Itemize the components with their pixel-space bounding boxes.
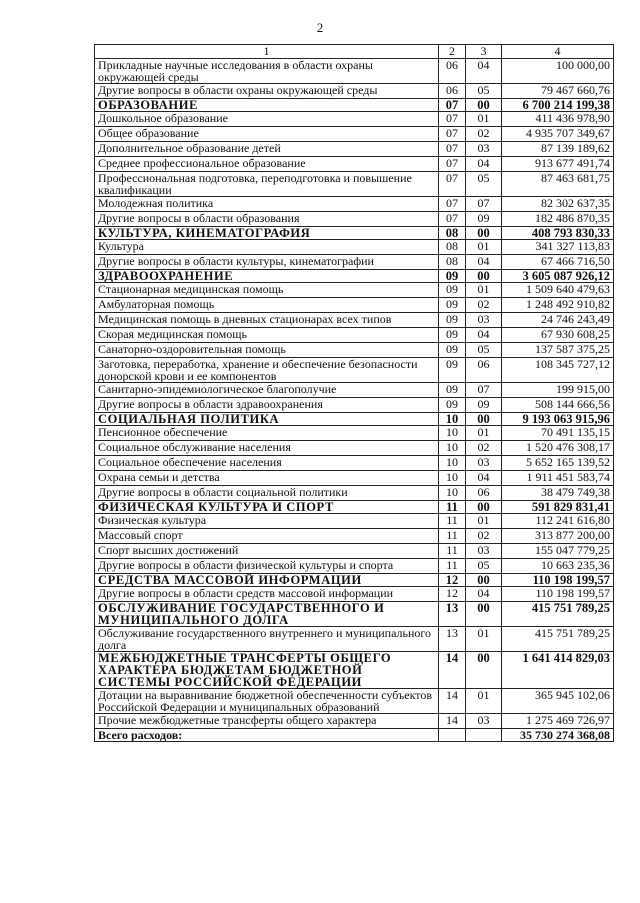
section-row [95,652,614,689]
section-row [95,270,614,283]
row-section-code-cell: 14 [439,689,466,714]
row-section-code-cell: 08 [439,240,466,255]
row-amount-cell: 1 275 469 726,97 [502,714,614,729]
row-section-code-cell: 14 [439,652,466,689]
row-amount-cell: 87 463 681,75 [502,172,614,197]
row-name-cell: Дополнительное образование детей [95,142,439,157]
row-section-code-cell: 09 [439,383,466,398]
table-row [95,456,614,471]
row-section-code-cell: 09 [439,343,466,358]
row-amount-cell: 38 479 749,38 [502,486,614,501]
row-amount-cell: 112 241 616,80 [502,514,614,529]
row-section-code-cell: 07 [439,142,466,157]
row-subsection-code-cell: 03 [466,456,502,471]
row-subsection-code-cell: 01 [466,283,502,298]
row-subsection-code-cell: 00 [466,99,502,112]
table-row [95,84,614,99]
row-subsection-code-cell: 02 [466,441,502,456]
row-name-cell: Другие вопросы в области социальной политики [95,486,439,501]
table-row [95,328,614,343]
row-amount-cell: 411 436 978,90 [502,112,614,127]
row-amount-cell: 155 047 779,25 [502,544,614,559]
row-name-cell: Среднее профессиональное образование [95,157,439,172]
row-name-cell: Другие вопросы в области образования [95,212,439,227]
row-amount-cell: 4 935 707 349,67 [502,127,614,142]
total-empty-cell [439,729,466,742]
row-subsection-code-cell: 06 [466,486,502,501]
row-section-code-cell: 13 [439,602,466,627]
row-subsection-code-cell: 01 [466,514,502,529]
row-section-code-cell: 10 [439,441,466,456]
row-section-code-cell: 10 [439,426,466,441]
table-row [95,627,614,652]
row-name-cell: Социальное обслуживание населения [95,441,439,456]
section-row [95,413,614,426]
row-subsection-code-cell: 03 [466,714,502,729]
row-subsection-code-cell: 04 [466,587,502,602]
row-subsection-code-cell: 07 [466,197,502,212]
row-section-code-cell: 07 [439,99,466,112]
section-row [95,602,614,627]
row-name-cell: Дотации на выравнивание бюджетной обеспеченности субъектов Российской Федерации и муниципальных образований [95,689,439,714]
header-cell-section: 2 [439,45,466,59]
row-amount-cell: 5 652 165 139,52 [502,456,614,471]
row-amount-cell: 1 520 476 308,17 [502,441,614,456]
table-row [95,255,614,270]
row-section-code-cell: 11 [439,514,466,529]
table-row [95,486,614,501]
row-section-code-cell: 06 [439,84,466,99]
row-section-code-cell: 12 [439,574,466,587]
row-name-cell: Другие вопросы в области охраны окружающей среды [95,84,439,99]
row-amount-cell: 591 829 831,41 [502,501,614,514]
row-name-cell: Молодежная политика [95,197,439,212]
row-subsection-code-cell: 03 [466,142,502,157]
table-row [95,172,614,197]
row-amount-cell: 199 915,00 [502,383,614,398]
row-subsection-code-cell: 09 [466,398,502,413]
row-section-code-cell: 07 [439,197,466,212]
row-section-code-cell: 07 [439,127,466,142]
row-subsection-code-cell: 04 [466,255,502,270]
row-amount-cell: 70 491 135,15 [502,426,614,441]
table-row [95,313,614,328]
row-subsection-code-cell: 00 [466,501,502,514]
row-name-cell: Обслуживание государственного внутреннего и муниципального долга [95,627,439,652]
row-subsection-code-cell: 00 [466,227,502,240]
row-subsection-code-cell: 01 [466,426,502,441]
row-section-code-cell: 07 [439,112,466,127]
row-section-code-cell: 13 [439,627,466,652]
row-subsection-code-cell: 01 [466,112,502,127]
row-amount-cell: 341 327 113,83 [502,240,614,255]
row-name-cell: Спорт высших достижений [95,544,439,559]
row-subsection-code-cell: 05 [466,84,502,99]
table-row [95,714,614,729]
row-name-cell: Пенсионное обеспечение [95,426,439,441]
table-row [95,689,614,714]
row-subsection-code-cell: 01 [466,627,502,652]
row-section-code-cell: 07 [439,212,466,227]
row-subsection-code-cell: 00 [466,413,502,426]
row-subsection-code-cell: 09 [466,212,502,227]
row-name-cell: СОЦИАЛЬНАЯ ПОЛИТИКА [95,413,439,426]
row-amount-cell: 24 746 243,49 [502,313,614,328]
header-cell-amount: 4 [502,45,614,59]
row-name-cell: Санитарно-эпидемиологическое благополучие [95,383,439,398]
row-name-cell: Медицинская помощь в дневных стационарах всех типов [95,313,439,328]
section-row [95,501,614,514]
row-section-code-cell: 09 [439,398,466,413]
table-row [95,426,614,441]
row-section-code-cell: 11 [439,529,466,544]
row-name-cell: ФИЗИЧЕСКАЯ КУЛЬТУРА И СПОРТ [95,501,439,514]
row-name-cell: Другие вопросы в области культуры, кинематографии [95,255,439,270]
page-number: 2 [316,20,324,35]
section-row [95,99,614,112]
table-row [95,343,614,358]
table-row [95,398,614,413]
row-name-cell: Стационарная медицинская помощь [95,283,439,298]
table-row [95,283,614,298]
row-section-code-cell: 07 [439,172,466,197]
row-section-code-cell: 11 [439,559,466,574]
row-amount-cell: 1 509 640 479,63 [502,283,614,298]
table-row [95,441,614,456]
table-row [95,298,614,313]
row-amount-cell: 100 000,00 [502,59,614,84]
table-row [95,358,614,383]
row-section-code-cell: 08 [439,227,466,240]
row-name-cell: Скорая медицинская помощь [95,328,439,343]
row-name-cell: ОБСЛУЖИВАНИЕ ГОСУДАРСТВЕННОГО И МУНИЦИПАЛЬНОГО ДОЛГА [95,602,439,627]
row-section-code-cell: 14 [439,714,466,729]
row-subsection-code-cell: 05 [466,172,502,197]
table-row [95,471,614,486]
row-amount-cell: 10 663 235,36 [502,559,614,574]
row-subsection-code-cell: 04 [466,471,502,486]
row-name-cell: МЕЖБЮДЖЕТНЫЕ ТРАНСФЕРТЫ ОБЩЕГО ХАРАКТЕРА БЮДЖЕТАМ БЮДЖЕТНОЙ СИСТЕМЫ РОССИЙСКОЙ ФЕДЕРАЦИИ [95,652,439,689]
row-section-code-cell: 09 [439,283,466,298]
header-cell-name: 1 [95,45,439,59]
row-section-code-cell: 09 [439,328,466,343]
row-amount-cell: 415 751 789,25 [502,627,614,652]
total-row [95,729,614,742]
table-row [95,112,614,127]
row-amount-cell: 6 700 214 199,38 [502,99,614,112]
row-amount-cell: 87 139 189,62 [502,142,614,157]
row-name-cell: Прикладные научные исследования в области охраны окружающей среды [95,59,439,84]
row-amount-cell: 79 467 660,76 [502,84,614,99]
row-name-cell: ЗДРАВООХРАНЕНИЕ [95,270,439,283]
row-name-cell: Дошкольное образование [95,112,439,127]
row-subsection-code-cell: 04 [466,157,502,172]
row-subsection-code-cell: 00 [466,574,502,587]
row-subsection-code-cell: 04 [466,59,502,84]
table-row [95,559,614,574]
row-amount-cell: 137 587 375,25 [502,343,614,358]
row-section-code-cell: 10 [439,413,466,426]
row-name-cell: Культура [95,240,439,255]
table-header-row [95,45,614,59]
row-name-cell: Другие вопросы в области здравоохранения [95,398,439,413]
row-amount-cell: 1 641 414 829,03 [502,652,614,689]
header-cell-subsection: 3 [466,45,502,59]
row-amount-cell: 182 486 870,35 [502,212,614,227]
row-name-cell: Охрана семьи и детства [95,471,439,486]
row-amount-cell: 1 248 492 910,82 [502,298,614,313]
row-amount-cell: 108 345 727,12 [502,358,614,383]
row-amount-cell: 110 198 199,57 [502,574,614,587]
row-amount-cell: 67 930 608,25 [502,328,614,343]
row-amount-cell: 82 302 637,35 [502,197,614,212]
table-row [95,544,614,559]
row-name-cell: Другие вопросы в области средств массовой информации [95,587,439,602]
row-subsection-code-cell: 05 [466,559,502,574]
table-row [95,59,614,84]
row-section-code-cell: 09 [439,298,466,313]
row-amount-cell: 9 193 063 915,96 [502,413,614,426]
row-subsection-code-cell: 07 [466,383,502,398]
row-subsection-code-cell: 02 [466,298,502,313]
row-name-cell: Общее образование [95,127,439,142]
row-section-code-cell: 11 [439,501,466,514]
table-row [95,587,614,602]
row-section-code-cell: 10 [439,486,466,501]
row-section-code-cell: 09 [439,270,466,283]
row-subsection-code-cell: 02 [466,529,502,544]
row-subsection-code-cell: 05 [466,343,502,358]
row-amount-cell: 365 945 102,06 [502,689,614,714]
row-name-cell: СРЕДСТВА МАССОВОЙ ИНФОРМАЦИИ [95,574,439,587]
row-amount-cell: 415 751 789,25 [502,602,614,627]
row-subsection-code-cell: 01 [466,240,502,255]
row-subsection-code-cell: 00 [466,602,502,627]
row-amount-cell: 408 793 830,33 [502,227,614,240]
row-section-code-cell: 06 [439,59,466,84]
row-amount-cell: 1 911 451 583,74 [502,471,614,486]
row-name-cell: Социальное обеспечение населения [95,456,439,471]
table-row [95,142,614,157]
table-row [95,240,614,255]
section-row [95,227,614,240]
row-section-code-cell: 08 [439,255,466,270]
row-name-cell: Массовый спорт [95,529,439,544]
row-name-cell: ОБРАЗОВАНИЕ [95,99,439,112]
table-row [95,212,614,227]
row-amount-cell: 508 144 666,56 [502,398,614,413]
total-label: Всего расходов: [95,729,439,742]
row-section-code-cell: 11 [439,544,466,559]
row-subsection-code-cell: 00 [466,270,502,283]
row-subsection-code-cell: 06 [466,358,502,383]
row-section-code-cell: 09 [439,313,466,328]
row-subsection-code-cell: 03 [466,313,502,328]
row-section-code-cell: 07 [439,157,466,172]
row-name-cell: Амбулаторная помощь [95,298,439,313]
table-row [95,529,614,544]
table-row [95,157,614,172]
row-subsection-code-cell: 01 [466,689,502,714]
row-subsection-code-cell: 02 [466,127,502,142]
row-subsection-code-cell: 03 [466,544,502,559]
row-amount-cell: 67 466 716,50 [502,255,614,270]
row-subsection-code-cell: 00 [466,652,502,689]
row-name-cell: Санаторно-оздоровительная помощь [95,343,439,358]
table-row [95,127,614,142]
row-section-code-cell: 10 [439,471,466,486]
row-name-cell: КУЛЬТУРА, КИНЕМАТОГРАФИЯ [95,227,439,240]
table-row [95,383,614,398]
expenditure-table [94,44,614,742]
row-name-cell: Другие вопросы в области физической культуры и спорта [95,559,439,574]
row-amount-cell: 913 677 491,74 [502,157,614,172]
row-amount-cell: 313 877 200,00 [502,529,614,544]
row-subsection-code-cell: 04 [466,328,502,343]
total-amount: 35 730 274 368,08 [502,729,614,742]
row-section-code-cell: 10 [439,456,466,471]
row-name-cell: Профессиональная подготовка, переподготовка и повышение квалификации [95,172,439,197]
section-row [95,574,614,587]
row-section-code-cell: 09 [439,358,466,383]
row-amount-cell: 110 198 199,57 [502,587,614,602]
total-empty-cell [466,729,502,742]
table-row [95,197,614,212]
row-section-code-cell: 12 [439,587,466,602]
table-row [95,514,614,529]
row-name-cell: Прочие межбюджетные трансферты общего характера [95,714,439,729]
row-name-cell: Физическая культура [95,514,439,529]
row-amount-cell: 3 605 087 926,12 [502,270,614,283]
row-name-cell: Заготовка, переработка, хранение и обеспечение безопасности донорской крови и ее компонентов [95,358,439,383]
